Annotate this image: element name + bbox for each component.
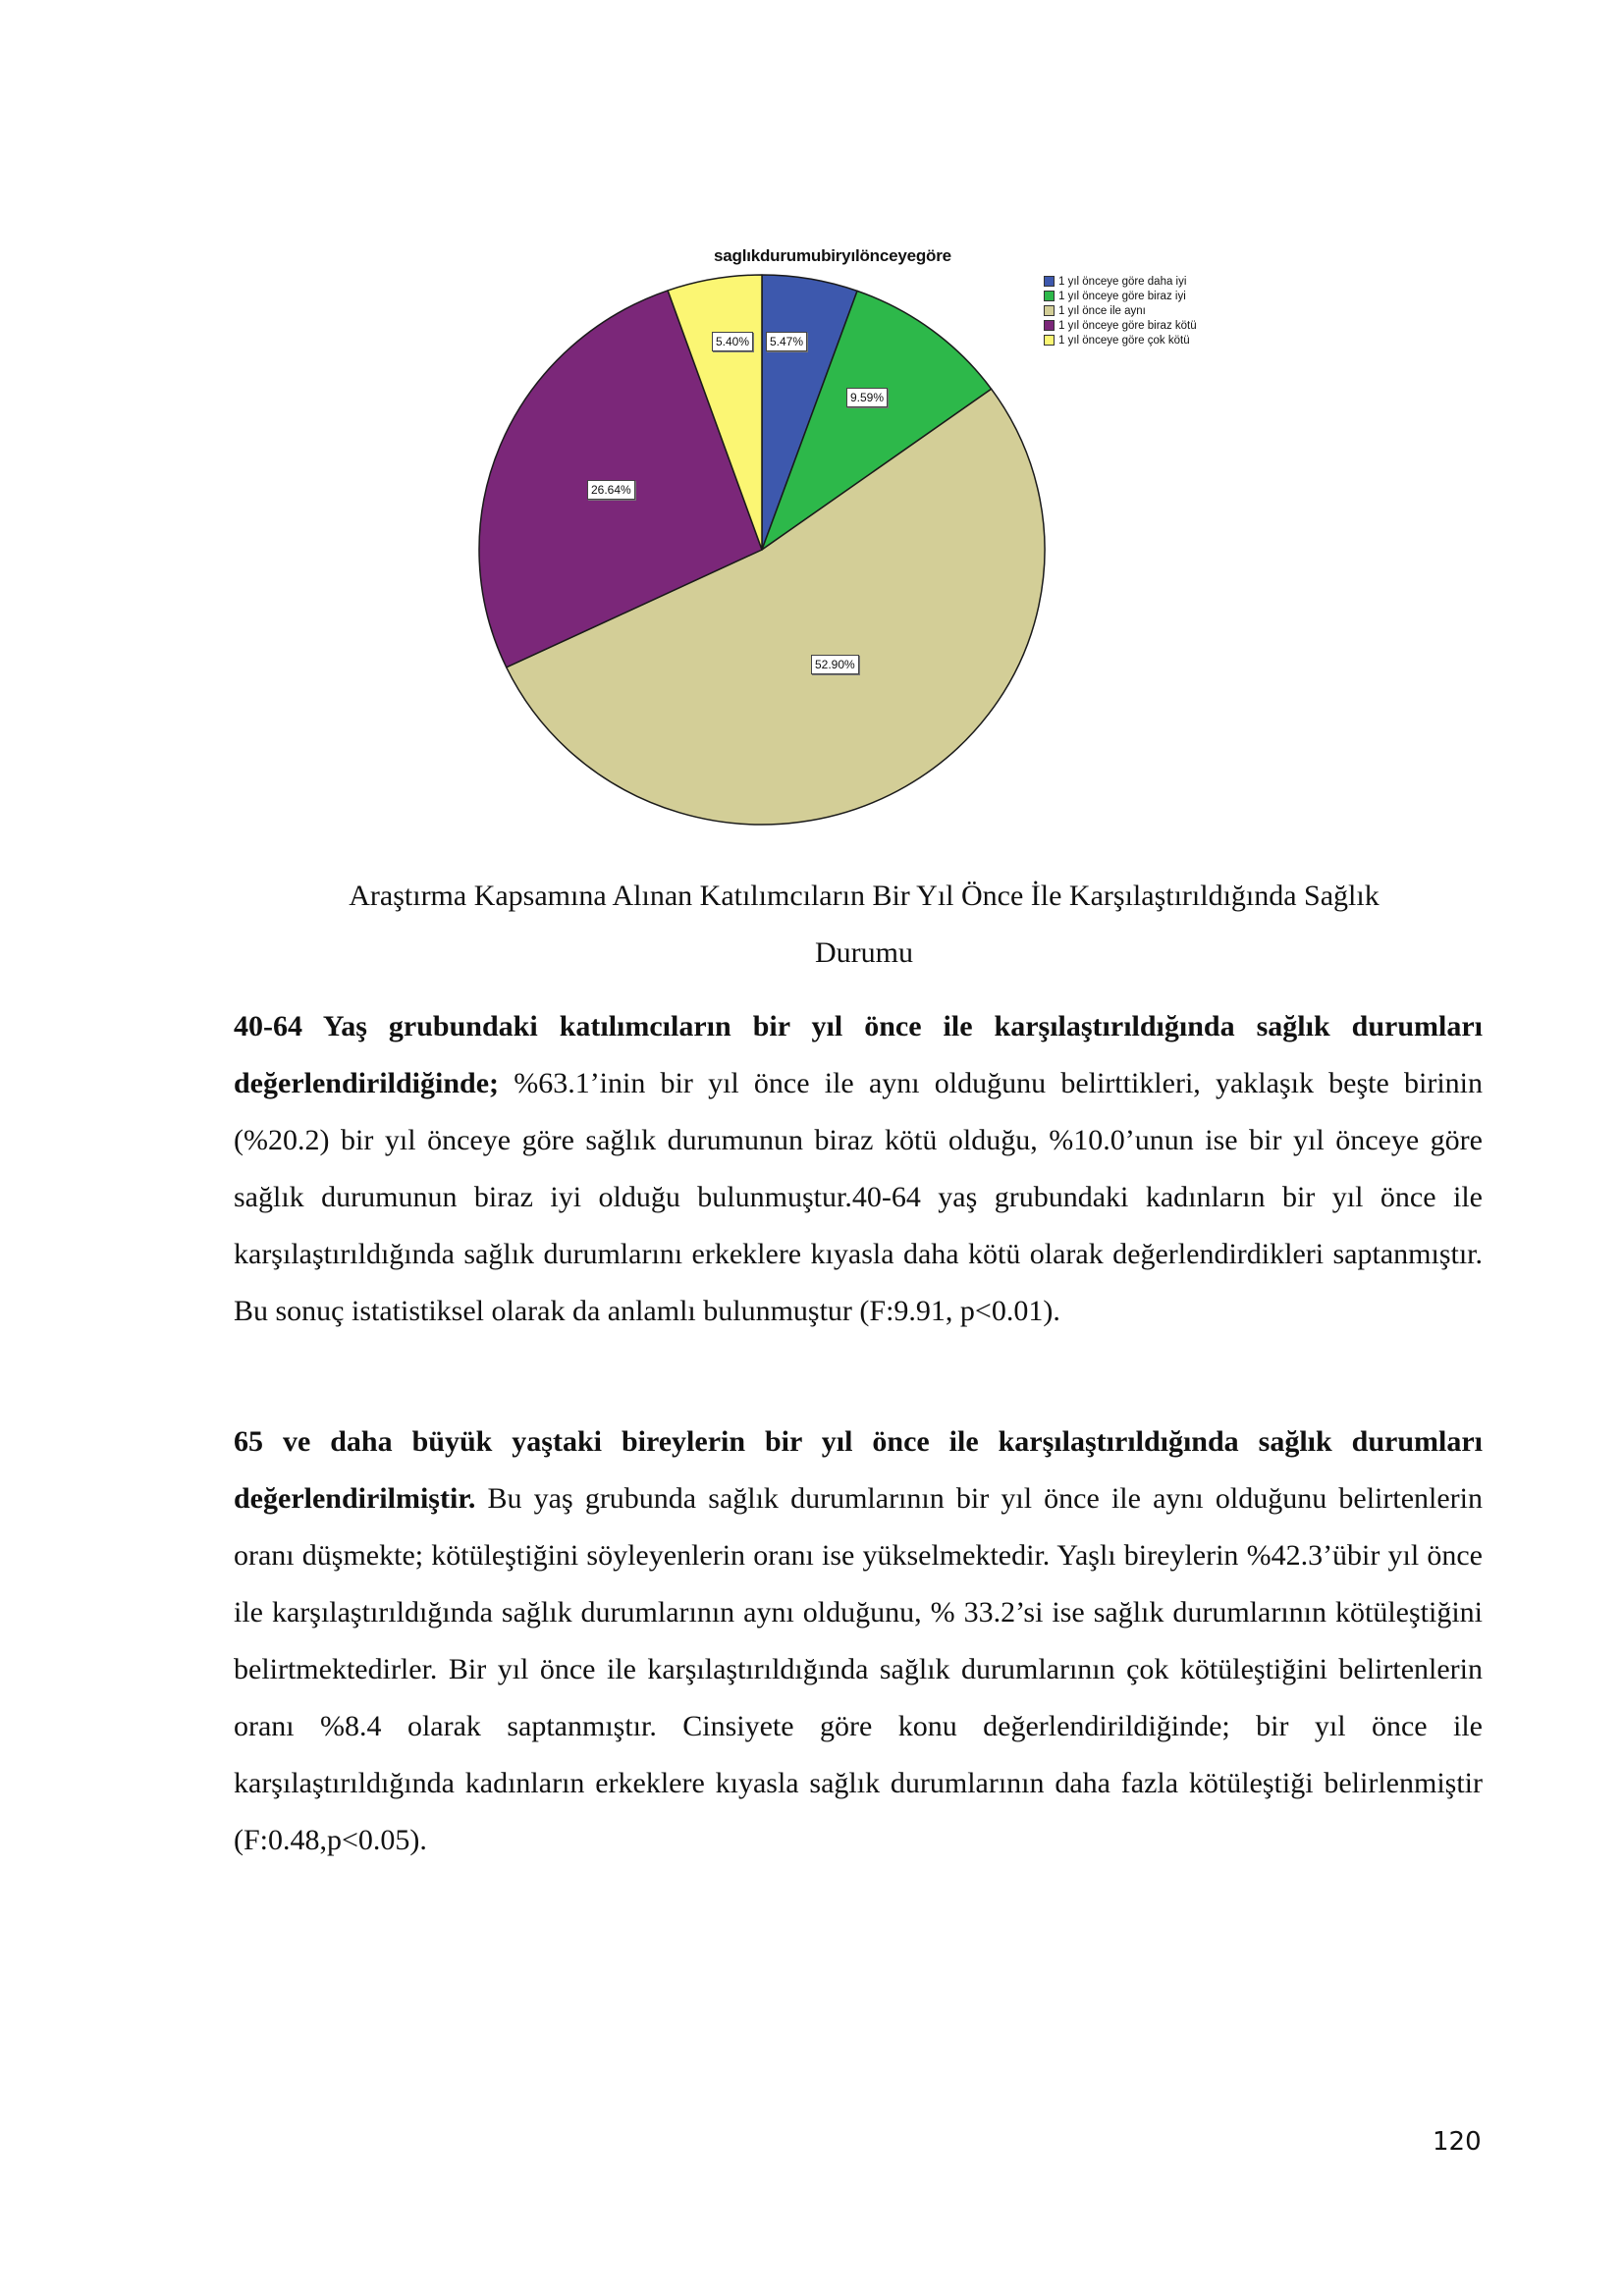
legend-item-1 [1044, 274, 1197, 289]
legend-label: 1 yıl önce ile aynı [1058, 304, 1146, 317]
page-number: 120 [1433, 2127, 1482, 2157]
legend-label: 1 yıl önceye göre biraz kötü [1058, 319, 1197, 332]
legend-swatch [1044, 320, 1055, 331]
slice-label-2: 9.59% [846, 388, 888, 407]
legend-item-4 [1044, 318, 1197, 333]
pie-chart-svg [0, 0, 1624, 883]
paragraph-65-plus-body: Bu yaş grubunda sağlık durumlarının bir yıl önce ile aynı olduğunu belirtenlerin oranı düşmekte; kötüleştiğini söyleyenlerin oranı ise yükselmektedir. Yaşlı bireylerin %42.3’übir yıl önce ile karşılaştırıldığında sağlık durumlarının aynı olduğunu, % 33.2’si ise sağlık durumlarının kötüleştiğini belirtmektedirler. Bir yıl önce ile karşılaştırıldığında sağlık durumlarının çok kötüleştiğini belirtenlerin oranı %8.4 olarak saptanmıştır. Cinsiyete göre konu değerlendirildiğinde; bir yıl önce ile karşılaştırıldığında kadınların erkeklere kıyasla sağlık durumlarının daha fazla kötüleştiği belirlenmiştir (F:0.48,p<0.05). [234, 1482, 1483, 1856]
legend-item-2 [1044, 289, 1197, 303]
slice-label-3: 52.90% [811, 655, 859, 674]
paragraph-40-64 [234, 998, 1483, 1340]
figure-caption-line-2: Durumu [815, 936, 913, 969]
legend-label: 1 yıl önceye göre çok kötü [1058, 334, 1190, 347]
pie-chart [0, 0, 1624, 883]
paragraph-65-plus [234, 1414, 1483, 1869]
legend-label: 1 yıl önceye göre biraz iyi [1058, 290, 1186, 302]
slice-label-1: 5.47% [766, 332, 807, 351]
slice-label-4: 26.64% [587, 480, 635, 500]
paragraph-65-plus-lead: 65 ve daha büyük yaştaki bireylerin bir yıl önce ile karşılaştırıldığında sağlık durumları değerlendirilmiştir. [234, 1425, 1483, 1515]
figure-caption-line-1: Araştırma Kapsamına Alınan Katılımcıların Bir Yıl Önce İle Karşılaştırıldığında Sağlık [349, 880, 1380, 912]
chart-title: saglıkdurumubiryılönceyegöre [714, 246, 951, 265]
legend-item-3 [1044, 303, 1197, 318]
legend-swatch [1044, 305, 1055, 316]
legend-swatch [1044, 276, 1055, 287]
chart-legend [1044, 274, 1197, 347]
legend-item-5 [1044, 333, 1197, 347]
slice-label-5: 5.40% [712, 332, 753, 351]
legend-label: 1 yıl önceye göre daha iyi [1058, 275, 1187, 288]
paragraph-40-64-body: %63.1’inin bir yıl önce ile aynı olduğunu belirttikleri, yaklaşık beşte birinin (%20.2) bir yıl önceye göre sağlık durumunun biraz kötü olduğu, %10.0’unun ise bir yıl önceye göre sağlık durumunun biraz iyi olduğu bulunmuştur.40-64 yaş grubundaki kadınların bir yıl önce ile karşılaştırıldığında sağlık durumlarını erkeklere kıyasla daha kötü olarak değerlendirdikleri saptanmıştır. Bu sonuç istatistiksel olarak da anlamlı bulunmuştur (F:9.91, p<0.01). [234, 1067, 1483, 1327]
paragraph-40-64-lead: 40-64 Yaş grubundaki katılımcıların bir yıl önce ile karşılaştırıldığında sağlık durumları değerlendirildiğinde; [234, 1010, 1483, 1099]
legend-swatch [1044, 335, 1055, 346]
legend-swatch [1044, 291, 1055, 301]
